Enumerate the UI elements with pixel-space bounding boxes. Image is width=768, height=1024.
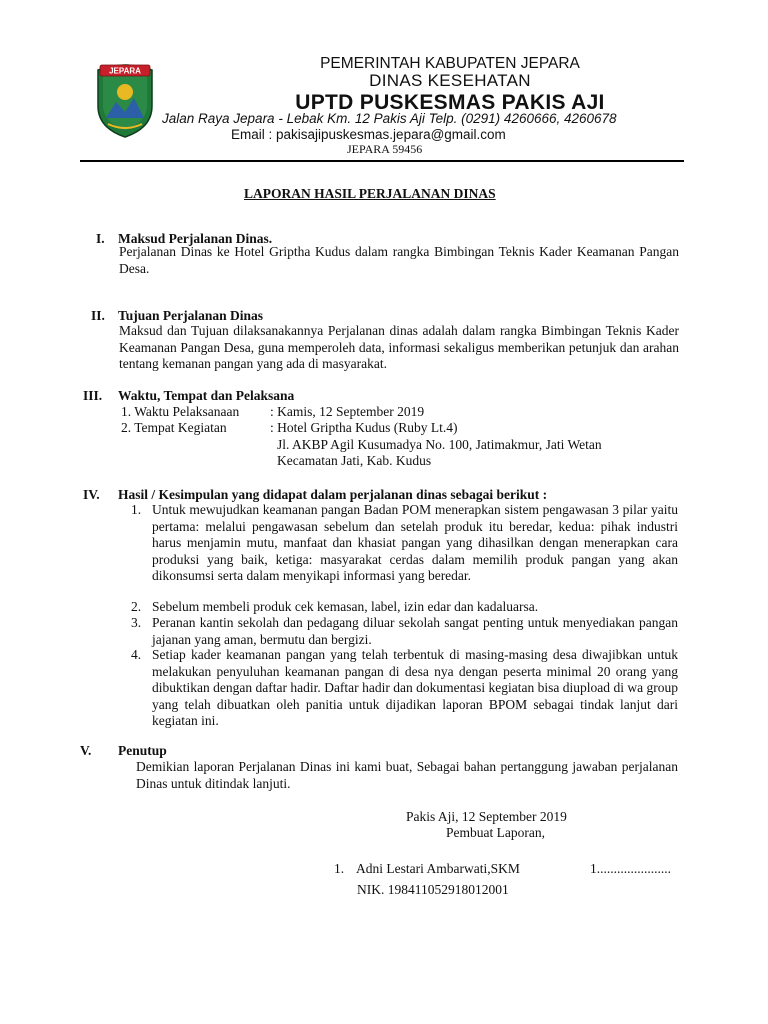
section-1-heading: Maksud Perjalanan Dinas. bbox=[118, 231, 273, 246]
signature-line: 1...................... bbox=[590, 861, 671, 876]
time-label: 1. Waktu Pelaksanaan bbox=[121, 404, 240, 419]
signer-name: Adni Lestari Ambarwati,SKM bbox=[356, 861, 520, 876]
signer-number: 1. bbox=[334, 861, 345, 876]
place-value: : Hotel Griptha Kudus (Ruby Lt.4) bbox=[270, 420, 458, 435]
signature-role: Pembuat Laporan, bbox=[446, 825, 545, 840]
section-5-heading: Penutup bbox=[118, 743, 167, 758]
result-1-number: 1. bbox=[131, 502, 142, 517]
logo-text: JEPARA bbox=[109, 66, 141, 76]
letterhead-institution: UPTD PUSKESMAS PAKIS AJI bbox=[295, 91, 605, 114]
section-2-heading: Tujuan Perjalanan Dinas bbox=[118, 308, 264, 323]
section-5-numeral: V. bbox=[80, 743, 92, 758]
result-3-number: 3. bbox=[131, 615, 142, 630]
section-2-body: Maksud dan Tujuan dilaksanakannya Perjalanan dinas adalah dalam rangka Bimbingan Teknis Kader Keamanan Pangan Desa, guna memperoleh data, informasi sekaligus memberikan petunjuk dan arahan tentang kemanan pangan yang ada di masyarakat. bbox=[119, 323, 679, 371]
letterhead-email: Email : pakisajipuskesmas.jepara@gmail.com bbox=[231, 127, 506, 142]
result-4-number: 4. bbox=[131, 647, 142, 662]
result-4-text: Setiap kader keamanan pangan yang telah terbentuk di masing-masing desa diwajibkan untuk melakukan penyuluhan keamanan pangan di desa nya dengan peserta minimal 20 orang yang dibuktikan dengan daftar hadir. Daftar hadir dan dokumentasi kegiatan bisa diupload di wa group yang telah dibuatkan oleh panitia untuk dijadikan laporan BPOM sebagai tindak lanjut dari kegiatan ini. bbox=[152, 647, 678, 728]
signer-nik: NIK. 198411052918012001 bbox=[357, 882, 509, 897]
document-title: LAPORAN HASIL PERJALANAN DINAS bbox=[244, 186, 496, 201]
signature-place-date: Pakis Aji, 12 September 2019 bbox=[406, 809, 567, 824]
letterhead-divider bbox=[80, 160, 684, 162]
section-5-body: Demikian laporan Perjalanan Dinas ini kami buat, Sebagai bahan pertanggung jawaban perjalanan Dinas untuk ditindak lanjuti. bbox=[136, 759, 678, 791]
section-1-numeral: I. bbox=[96, 231, 105, 246]
result-2-text: Sebelum membeli produk cek kemasan, label, izin edar dan kadaluarsa. bbox=[152, 599, 539, 614]
place-label: 2. Tempat Kegiatan bbox=[121, 420, 227, 435]
result-2-number: 2. bbox=[131, 599, 142, 614]
letterhead-government: PEMERINTAH KABUPATEN JEPARA bbox=[320, 55, 580, 72]
section-4-numeral: IV. bbox=[83, 487, 100, 502]
section-1-body: Perjalanan Dinas ke Hotel Griptha Kudus dalam rangka Bimbingan Teknis Kader Keamanan Pangan Desa. bbox=[119, 244, 679, 276]
regency-logo bbox=[94, 62, 156, 138]
section-4-heading: Hasil / Kesimpulan yang didapat dalam perjalanan dinas sebagai berikut : bbox=[118, 487, 548, 502]
place-address-line: Jl. AKBP Agil Kusumadya No. 100, Jatimakmur, Jati Wetan bbox=[277, 437, 602, 452]
section-3-numeral: III. bbox=[83, 388, 103, 403]
letterhead-city: JEPARA 59456 bbox=[347, 142, 423, 156]
letterhead-address: Jalan Raya Jepara - Lebak Km. 12 Pakis Aji Telp. (0291) 4260666, 4260678 bbox=[162, 111, 617, 126]
result-1-text: Untuk mewujudkan keamanan pangan Badan POM menerapkan sistem pengawasan 3 pilar yaitu pertama: melalui pengawasan sebelum dan setelah produk itu beredar, kedua: pihak industri harus menjamin mutu, manfaat dan khasiat pangan yang dihasilkan dengan menerapkan cara produksi yang baik, ketiga: masyarakat cerdas dalam memilih produk pangan yang akan dikonsumsi serta dalam menyikapi informasi yang beredar. bbox=[152, 502, 678, 583]
time-value: : Kamis, 12 September 2019 bbox=[270, 404, 425, 419]
place-district-line: Kecamatan Jati, Kab. Kudus bbox=[277, 453, 432, 468]
section-3-heading: Waktu, Tempat dan Pelaksana bbox=[118, 388, 295, 403]
letterhead-department: DINAS KESEHATAN bbox=[369, 71, 531, 90]
section-2-numeral: II. bbox=[91, 308, 105, 323]
result-3-text: Peranan kantin sekolah dan pedagang diluar sekolah sangat penting untuk menyediakan pangan jajanan yang aman, bermutu dan bergizi. bbox=[152, 615, 678, 647]
